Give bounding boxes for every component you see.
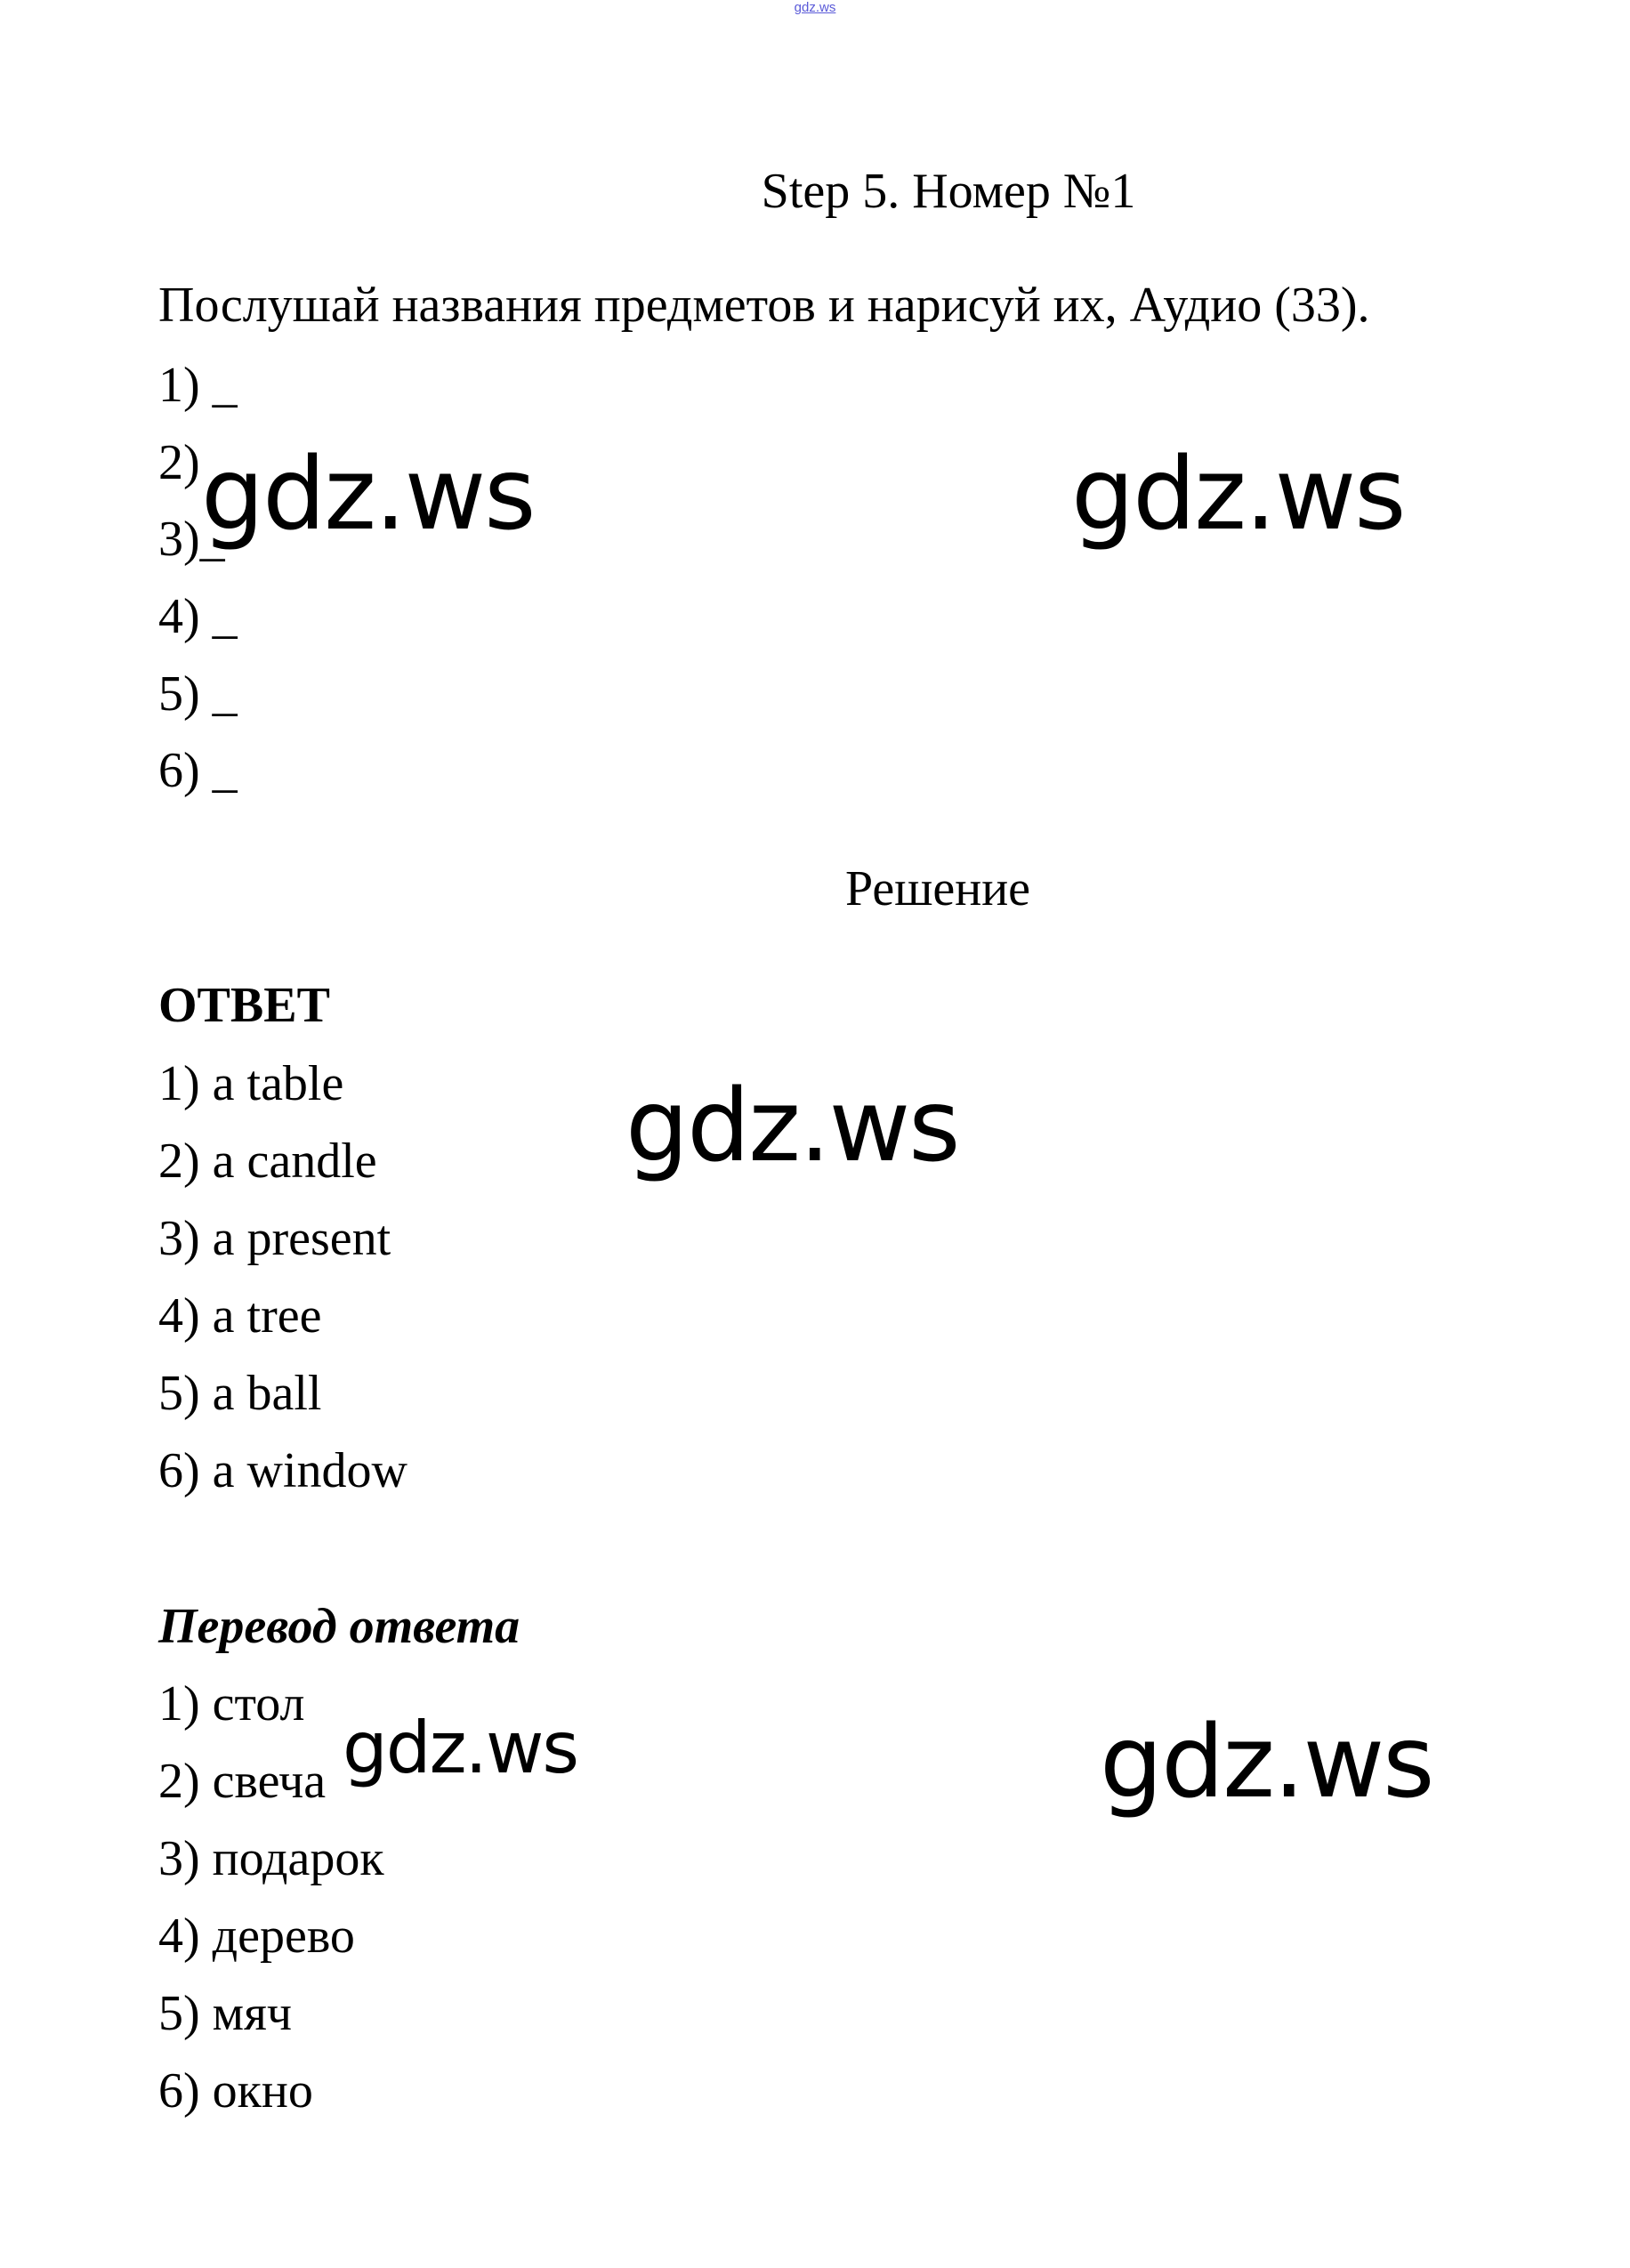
answer-item: 2) a candle xyxy=(158,1134,377,1189)
blank-item: 5) _ xyxy=(158,666,238,722)
source-link[interactable]: gdz.ws xyxy=(794,0,836,15)
translation-item: 5) мяч xyxy=(158,1986,293,2041)
blank-item: 6) _ xyxy=(158,743,238,798)
answer-heading: ОТВЕТ xyxy=(158,978,330,1033)
translation-item: 1) стол xyxy=(158,1676,305,1731)
solution-label: Решение xyxy=(845,861,1031,916)
page-title: Step 5. Номер №1 xyxy=(761,164,1136,219)
watermark: gdz.ws xyxy=(1071,437,1405,553)
translation-item: 2) свеча xyxy=(158,1754,327,1809)
watermark: gdz.ws xyxy=(625,1069,959,1184)
watermark: gdz.ws xyxy=(201,437,535,553)
answer-item: 1) a table xyxy=(158,1056,344,1111)
translation-item: 3) подарок xyxy=(158,1831,384,1886)
translation-item: 4) дерево xyxy=(158,1909,355,1964)
answer-item: 3) a present xyxy=(158,1211,391,1266)
blank-item: 3)_ xyxy=(158,512,225,567)
answer-item: 4) a tree xyxy=(158,1288,322,1344)
task-text: Послушай названия предметов и нарисуй их, Аудио (33). xyxy=(158,278,1370,333)
translation-heading: Перевод ответа xyxy=(158,1599,520,1654)
watermark: gdz.ws xyxy=(343,1707,578,1789)
blank-item: 4) _ xyxy=(158,589,238,644)
blank-item: 1) _ xyxy=(158,358,238,413)
answer-item: 6) a window xyxy=(158,1443,408,1498)
translation-item: 6) окно xyxy=(158,2063,313,2119)
answer-item: 5) a ball xyxy=(158,1366,322,1421)
blank-item: 2) xyxy=(158,435,200,490)
watermark: gdz.ws xyxy=(1100,1705,1433,1820)
